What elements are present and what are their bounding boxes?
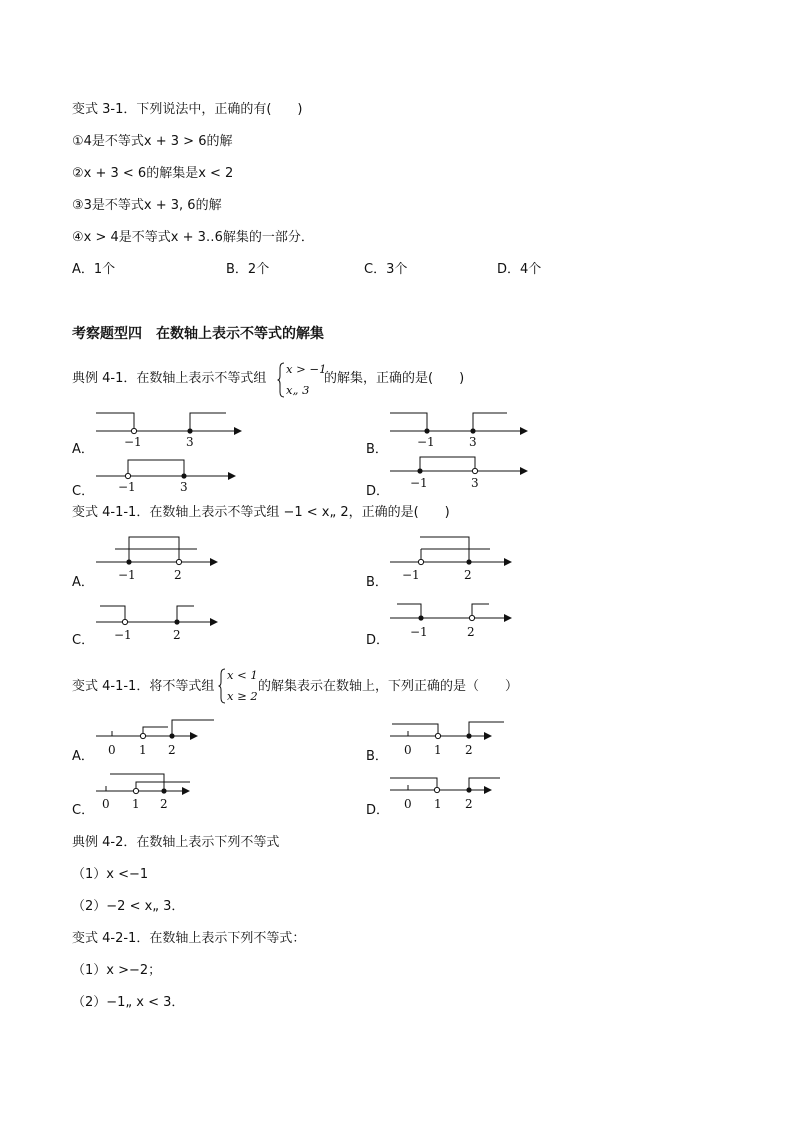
system-inequality-1: x > −1 [286, 362, 327, 376]
tick-label: 1 [434, 797, 442, 811]
tick-label: −1 [124, 435, 142, 449]
number-line-4-1-1a-b [390, 535, 520, 585]
tick-label: 0 [404, 797, 412, 811]
tick-label: 2 [160, 797, 168, 811]
option-a-label[interactable]: A． [72, 442, 94, 457]
option-a-label[interactable]: A． [72, 575, 94, 590]
tick-label: 1 [434, 743, 442, 757]
option-c-label[interactable]: C． [72, 633, 95, 648]
tick-label: 2 [174, 568, 182, 582]
number-line-4-1-d [390, 455, 540, 495]
option-b-label[interactable]: B． [366, 749, 388, 764]
tick-label: 2 [173, 628, 181, 642]
question-4-1-1a-stem: 变式 4-1-1．在数轴上表示不等式组 −1 < x„ 2，正确的是( ) [72, 505, 450, 520]
choice-a[interactable]: A．1个 [72, 262, 116, 277]
tick-label: 1 [139, 743, 147, 757]
system-brace [277, 362, 285, 398]
statement-3: ③3是不等式x + 3, 6的解 [72, 198, 222, 213]
question-4-1-1b-stem-b: 的解集表示在数轴上，下列正确的是（ ） [258, 679, 519, 694]
tick-label: 0 [102, 797, 110, 811]
option-c-label[interactable]: C． [72, 484, 95, 499]
question-4-1-stem-b: 的解集，正确的是( ) [324, 371, 465, 386]
tick-label: 3 [469, 435, 477, 449]
statement-1: ①4是不等式x + 3 > 6的解 [72, 134, 233, 149]
number-line-4-1-1b-b [390, 716, 520, 760]
question-3-1-stem: 变式 3-1．下列说法中，正确的有( ) [72, 102, 303, 117]
tick-label: −1 [417, 435, 435, 449]
tick-label: −1 [410, 476, 428, 490]
question-4-1-stem-a: 典例 4-1．在数轴上表示不等式组 [72, 371, 267, 386]
tick-label: 2 [465, 797, 473, 811]
question-4-2-part-2: （2）−2 < x„ 3． [72, 899, 185, 914]
number-line-4-1-1b-a [96, 716, 226, 760]
tick-label: −1 [114, 628, 132, 642]
tick-label: 1 [132, 797, 140, 811]
number-line-4-1-1b-c [96, 771, 226, 815]
tick-label: 2 [464, 568, 472, 582]
question-4-2-part-1: （1）x <−1 [72, 867, 149, 882]
option-d-label[interactable]: D． [366, 633, 390, 648]
option-a-label[interactable]: A． [72, 749, 94, 764]
option-c-label[interactable]: C． [72, 803, 95, 818]
tick-label: −1 [402, 568, 420, 582]
system-inequality-1: x < 1 [227, 668, 258, 682]
statement-2: ②x + 3 < 6的解集是x < 2 [72, 166, 234, 181]
tick-label: −1 [118, 480, 136, 494]
number-line-4-1-b [390, 410, 540, 450]
choice-b[interactable]: B．2个 [226, 262, 270, 277]
number-line-4-1-1b-d [390, 771, 520, 815]
option-b-label[interactable]: B． [366, 575, 388, 590]
section-heading: 考察题型四 在数轴上表示不等式的解集 [72, 326, 324, 342]
number-line-4-1-1a-c [96, 602, 226, 646]
choice-d[interactable]: D．4个 [497, 262, 542, 277]
system-inequality-2: x ≥ 2 [227, 689, 258, 703]
tick-label: 3 [186, 435, 194, 449]
tick-label: 3 [471, 476, 479, 490]
statement-4: ④x > 4是不等式x + 3‥6解集的一部分． [72, 230, 314, 245]
tick-label: −1 [410, 625, 428, 639]
number-line-4-1-1a-a [96, 535, 226, 585]
number-line-4-1-1a-d [390, 600, 520, 644]
question-4-1-1b-stem-a: 变式 4-1-1．将不等式组 [72, 679, 215, 694]
system-inequality-2: x„ 3 [286, 383, 310, 397]
tick-label: 0 [404, 743, 412, 757]
tick-label: −1 [118, 568, 136, 582]
option-b-label[interactable]: B． [366, 442, 388, 457]
number-line-4-1-c [96, 457, 246, 497]
tick-label: 2 [467, 625, 475, 639]
option-d-label[interactable]: D． [366, 484, 390, 499]
system-brace [218, 668, 226, 704]
question-4-2-1-part-1: （1）x >−2； [72, 963, 162, 978]
tick-label: 3 [180, 480, 188, 494]
question-4-2-1-stem: 变式 4-2-1．在数轴上表示下列不等式： [72, 931, 306, 946]
number-line-4-1-a [96, 410, 246, 450]
tick-label: 2 [465, 743, 473, 757]
tick-label: 2 [168, 743, 176, 757]
question-4-2-1-part-2: （2）−1„ x < 3． [72, 995, 185, 1010]
choice-c[interactable]: C．3个 [364, 262, 408, 277]
question-4-2-stem: 典例 4-2．在数轴上表示下列不等式 [72, 835, 280, 850]
tick-label: 0 [108, 743, 116, 757]
option-d-label[interactable]: D． [366, 803, 390, 818]
